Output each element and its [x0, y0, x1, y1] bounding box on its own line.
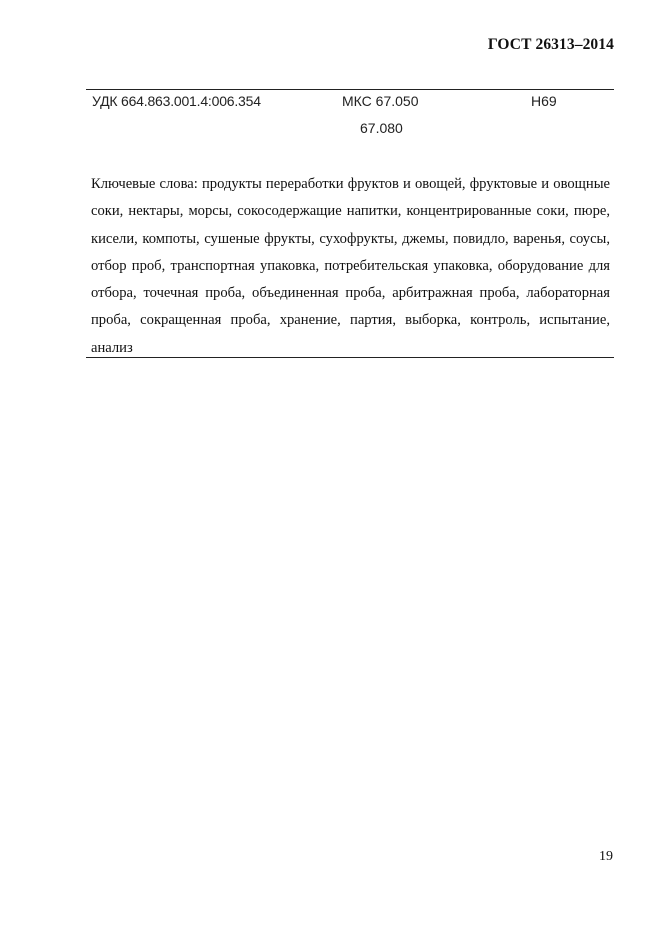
- keywords-paragraph: Ключевые слова: продукты переработки фруктов и овощей, фруктовые и овощные соки, нектары, морсы, сокосодержащие напитки, концентрированные соки, пюре, кисели, компоты, сушеные фрукты, сухофрукты, джемы, повидло, варенья, соусы, отбор проб, транспортная упаковка, потребительская упаковка, оборудование для отбора, точечная проба, объединенная проба, арбитражная проба, лабораторная проба, сокращенная проба, хранение, партия, выборка, контроль, испытание, анализ: [91, 176, 610, 356]
- bottom-divider: [86, 357, 614, 358]
- udk-code: УДК 664.863.001.4:006.354: [92, 93, 261, 109]
- mks-code: МКС 67.050: [342, 93, 419, 109]
- mks-code-second: 67.080: [360, 120, 403, 136]
- top-divider: [86, 89, 614, 90]
- page-number: 19: [599, 849, 613, 864]
- okstu-code: Н69: [531, 93, 557, 109]
- page-header-standard: ГОСТ 26313–2014: [487, 36, 614, 53]
